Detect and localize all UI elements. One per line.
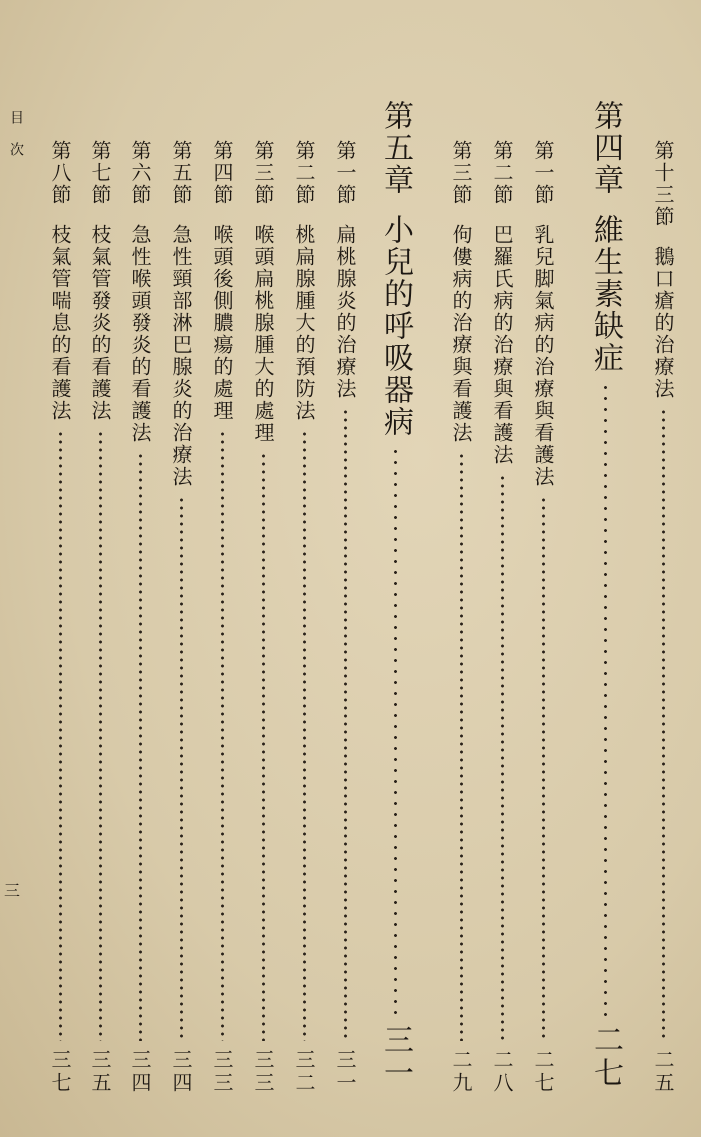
leader-dots	[262, 452, 265, 1041]
entry-title: 枝氣管喘息的看護法	[48, 224, 72, 422]
entry-page: 二五	[651, 1049, 675, 1095]
entry-title: 枝氣管發炎的看護法	[88, 224, 112, 422]
entry-page: 三三	[251, 1049, 275, 1095]
entry-label: 第二節	[292, 140, 316, 206]
chapter-label: 第五章	[378, 100, 413, 196]
leader-dots	[542, 496, 545, 1041]
entry-title: 桃扁腺腫大的預防法	[292, 224, 316, 422]
page-number: 三	[4, 881, 21, 900]
leader-dots	[501, 474, 504, 1041]
toc-entry[interactable]	[245, 140, 281, 1095]
leader-dots	[394, 446, 397, 1016]
entry-page: 三五	[88, 1049, 112, 1095]
entry-title: 喉頭扁桃腺腫大的處理	[251, 224, 275, 444]
running-header: 目次	[8, 110, 24, 174]
chapter-label: 第四章	[588, 100, 623, 196]
entry-title: 急性頸部淋巴腺炎的治療法	[169, 224, 193, 488]
entry-title: 喉頭後側膿瘍的處理	[210, 224, 234, 422]
entry-page: 二七	[531, 1049, 555, 1095]
leader-dots	[460, 452, 463, 1041]
entry-label: 第一節	[531, 140, 555, 206]
entry-page: 三二	[292, 1049, 316, 1095]
toc-entry[interactable]	[286, 140, 322, 1095]
entry-title: 鵝口瘡的治療法	[651, 246, 675, 400]
leader-dots	[59, 430, 62, 1041]
entry-label: 第六節	[128, 140, 152, 206]
entry-page: 三一	[333, 1049, 357, 1095]
leader-dots	[604, 382, 607, 1016]
leader-dots	[662, 408, 665, 1041]
entry-title: 佝僂病的治療與看護法	[449, 224, 473, 444]
entry-page: 三四	[128, 1049, 152, 1095]
entry-page: 三四	[169, 1049, 193, 1095]
toc-entry[interactable]	[122, 140, 158, 1095]
chapter-title: 小兒的呼吸器病	[378, 214, 413, 438]
leader-dots	[180, 496, 183, 1041]
toc-chapter[interactable]	[580, 100, 630, 1090]
toc-entry[interactable]	[42, 140, 78, 1095]
toc-entry[interactable]	[645, 140, 681, 1095]
entry-label: 第八節	[48, 140, 72, 206]
leader-dots	[303, 430, 306, 1041]
entry-page: 三七	[48, 1049, 72, 1095]
toc-chapter[interactable]	[370, 100, 420, 1090]
entry-title: 乳兒脚氣病的治療與看護法	[531, 224, 555, 488]
toc-entry[interactable]	[443, 140, 479, 1095]
toc-entry[interactable]	[163, 140, 199, 1095]
entry-page: 二八	[490, 1049, 514, 1095]
toc-entry[interactable]	[204, 140, 240, 1095]
entry-label: 第五節	[169, 140, 193, 206]
entry-page: 二九	[449, 1049, 473, 1095]
entry-label: 第四節	[210, 140, 234, 206]
entry-title: 急性喉頭發炎的看護法	[128, 224, 152, 444]
toc-entry[interactable]	[327, 140, 363, 1095]
entry-label: 第三節	[449, 140, 473, 206]
entry-title: 巴羅氏病的治療與看護法	[490, 224, 514, 466]
entry-label: 第十三節	[651, 140, 675, 228]
entry-label: 第三節	[251, 140, 275, 206]
entry-label: 第二節	[490, 140, 514, 206]
leader-dots	[139, 452, 142, 1041]
leader-dots	[99, 430, 102, 1041]
entry-title: 扁桃腺炎的治療法	[333, 224, 357, 400]
chapter-title: 維生素缺症	[588, 214, 623, 374]
toc-entry[interactable]	[525, 140, 561, 1095]
toc-entry[interactable]	[484, 140, 520, 1095]
leader-dots	[221, 430, 224, 1041]
chapter-page: 三一	[378, 1024, 413, 1090]
entry-label: 第一節	[333, 140, 357, 206]
toc-entry[interactable]	[82, 140, 118, 1095]
chapter-page: 二七	[588, 1024, 623, 1090]
entry-label: 第七節	[88, 140, 112, 206]
entry-page: 三三	[210, 1049, 234, 1095]
leader-dots	[344, 408, 347, 1041]
